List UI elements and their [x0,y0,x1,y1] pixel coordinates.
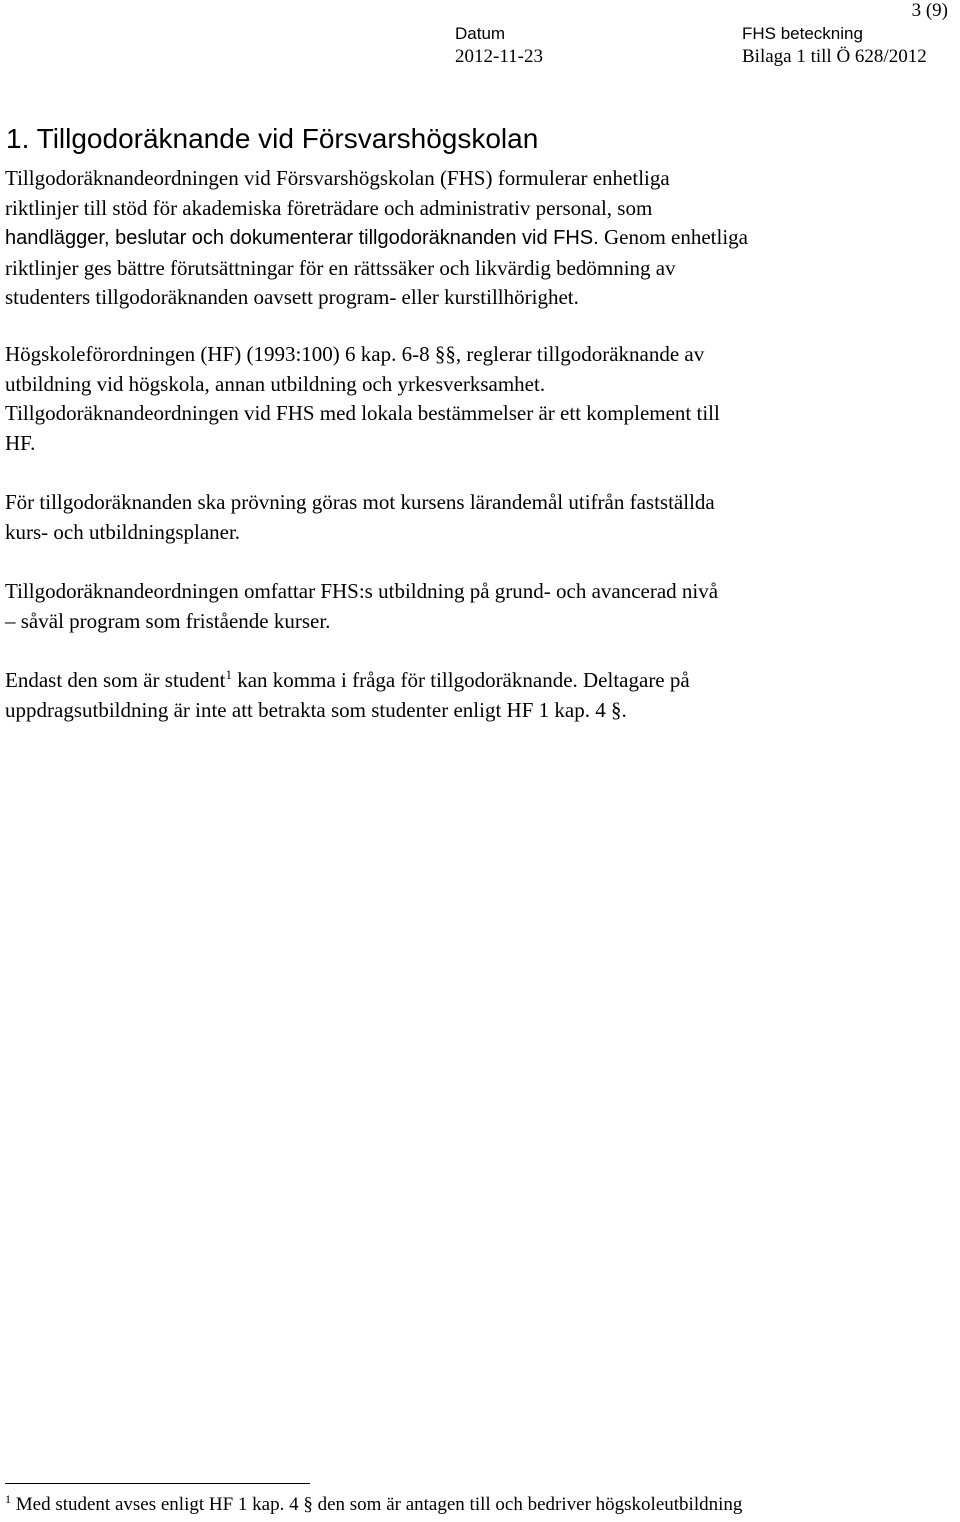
paragraph-text: Endast den som är student [5,668,226,692]
section-title: 1. Tillgodoräknande vid Försvarshögskolan [6,123,539,154]
paragraph-line: uppdragsutbildning är inte att betrakta som studenter enligt HF 1 kap. 4 §. [5,697,627,722]
footnote-number: 1 [5,1492,11,1506]
date-label: Datum [455,24,506,43]
footnote-divider [5,1483,310,1484]
paragraph-line: studenters tillgodoräknanden oavsett program- eller kurstillhörighet. [5,285,579,309]
paragraph-line: Tillgodoräknandeordningen vid Försvarshögskolan (FHS) formulerar enhetliga [5,166,670,190]
paragraph-regulation [5,340,720,458]
date-value: 2012-11-23 [455,46,543,67]
paragraph-assessment [5,488,715,547]
paragraph-line: Högskoleförordningen (HF) (1993:100) 6 kap. 6-8 §§, reglerar tillgodoräknande av [5,342,705,366]
paragraph-line: utbildning vid högskola, annan utbildning och yrkesverksamhet. [5,371,546,396]
footnote [5,1493,742,1517]
paragraph-text: Genom enhetliga [598,225,748,249]
reference-label: FHS beteckning [742,24,863,43]
paragraph-line: För tillgodoräknanden ska prövning göras mot kursens lärandemål utifrån fastställda [5,490,715,514]
paragraph-line: Tillgodoräknandeordningen vid FHS med lokala bestämmelser är ett komplement till [5,401,720,425]
paragraph-line: – såväl program som fristående kurser. [5,608,331,633]
paragraph-line: kurs- och utbildningsplaner. [5,519,241,544]
paragraph-line: Tillgodoräknandeordningen omfattar FHS:s utbildning på grund- och avancerad nivå [5,579,719,603]
footnote-text: Med student avses enligt HF 1 kap. 4 § den som är antagen till och bedriver högskoleutbildning [11,1494,743,1515]
paragraph-text-sans: handlägger, beslutar och dokumenterar tillgodoräknanden vid FHS. [5,227,599,249]
footnote-reference: 1 [225,667,232,682]
paragraph-text: kan komma i fråga för tillgodoräknande. Deltagare på [231,668,690,692]
paragraph-line [5,666,690,696]
page-number: 3 (9) [911,0,948,21]
paragraph-eligibility [5,666,690,725]
paragraph-intro [5,164,748,313]
paragraph-scope [5,577,718,636]
reference-value: Bilaga 1 till Ö 628/2012 [742,46,927,67]
paragraph-line: HF. [5,430,36,455]
paragraph-line [5,223,748,254]
paragraph-line: riktlinjer ges bättre förutsättningar för en rättssäker och likvärdig bedömning av [5,255,676,280]
paragraph-line: riktlinjer till stöd för akademiska företrädare och administrativ personal, som [5,195,653,220]
